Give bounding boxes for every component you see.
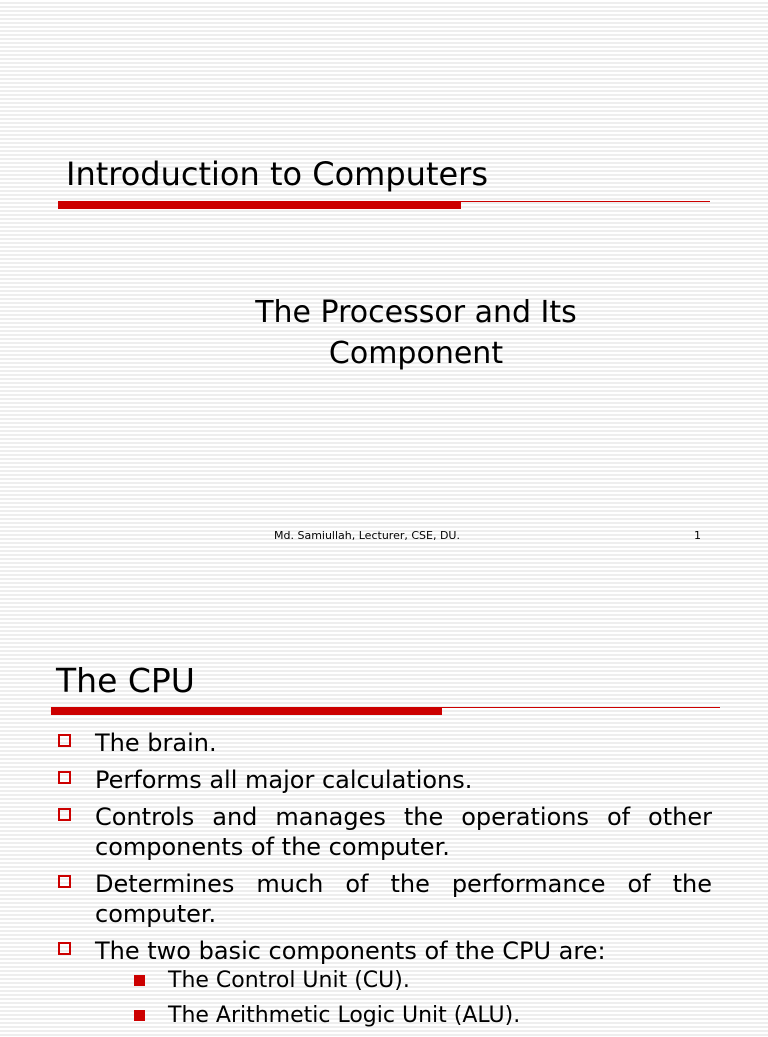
bullet-item (58, 936, 712, 1030)
slide-footer: Md. Samiullah, Lecturer, CSE, DU. (274, 529, 460, 542)
bullet-text: The brain. (95, 729, 217, 757)
sub-bullet-item (95, 1001, 712, 1030)
title-underline-thick (58, 201, 461, 209)
bullet-item (58, 728, 712, 758)
hollow-square-bullet-icon (58, 771, 71, 784)
slide-subtitle: The Processor and Its Component (255, 295, 577, 371)
bullet-item (58, 765, 712, 795)
sub-bullet-item (95, 966, 712, 995)
slide-title: The CPU (56, 661, 195, 700)
bullet-text: The two basic components of the CPU are: (95, 937, 606, 965)
bullet-text: Performs all major calculations. (95, 766, 473, 794)
bullet-list (58, 728, 712, 1037)
title-underline (51, 706, 720, 716)
bullet-text: Determines much of the performance of the computer. (95, 870, 712, 928)
bullet-item (58, 869, 712, 929)
filled-square-bullet-icon (134, 1010, 145, 1021)
sub-bullet-list (95, 966, 712, 1030)
bullet-text: Controls and manages the operations of other components of the computer. (95, 803, 712, 861)
hollow-square-bullet-icon (58, 734, 71, 747)
title-underline-thick (51, 707, 442, 715)
bullet-item (58, 802, 712, 862)
title-underline (58, 200, 710, 210)
slide-title: Introduction to Computers (66, 155, 488, 193)
hollow-square-bullet-icon (58, 942, 71, 955)
sub-bullet-text: The Arithmetic Logic Unit (ALU). (168, 1003, 521, 1028)
slide-2 (0, 580, 768, 1028)
filled-square-bullet-icon (134, 975, 145, 986)
hollow-square-bullet-icon (58, 875, 71, 888)
hollow-square-bullet-icon (58, 808, 71, 821)
sub-bullet-text: The Control Unit (CU). (168, 968, 410, 993)
page-number: 1 (694, 529, 701, 542)
